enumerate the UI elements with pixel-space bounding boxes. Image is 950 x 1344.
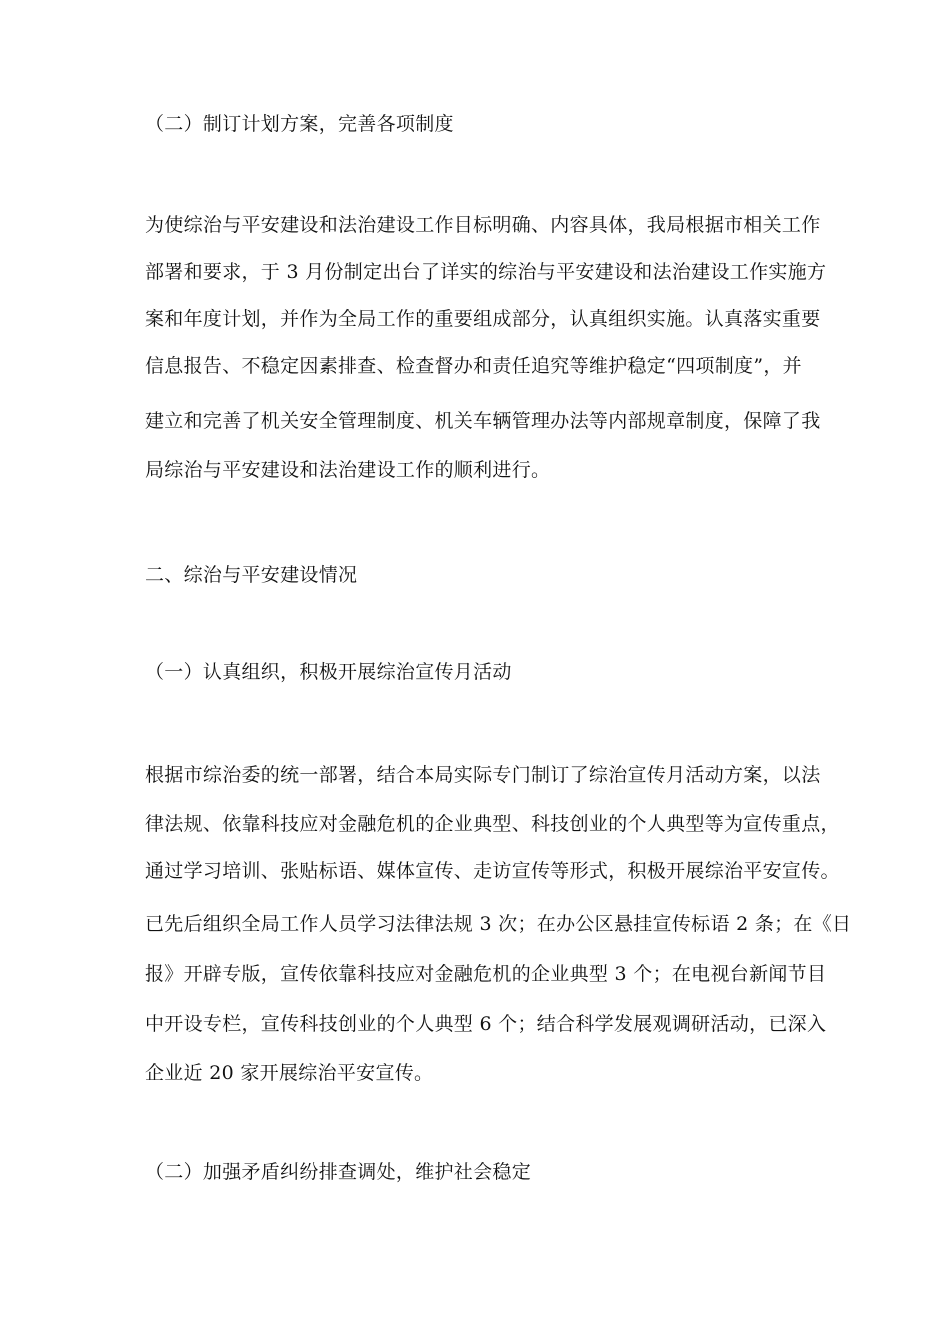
- paragraph-line: 中开设专栏，宣传科技创业的个人典型 6 个；结合科学发展观调研活动，已深入: [145, 1013, 827, 1035]
- paragraph-line: 部署和要求，于 3 月份制定出台了详实的综治与平安建设和法治建设工作实施方: [145, 261, 827, 283]
- paragraph-line: 已先后组织全局工作人员学习法律法规 3 次；在办公区悬挂宣传标语 2 条；在《日: [145, 913, 852, 935]
- paragraph-line: 根据市综治委的统一部署，结合本局实际专门制订了综治宣传月活动方案，以法: [145, 764, 821, 786]
- subsection-heading-campaign: （一）认真组织，积极开展综治宣传月活动: [145, 661, 512, 683]
- paragraph-line: 通过学习培训、张贴标语、媒体宣传、走访宣传等形式，积极开展综治平安宣传。: [145, 860, 840, 882]
- paragraph-line: 为使综治与平安建设和法治建设工作目标明确、内容具体，我局根据市相关工作: [145, 214, 821, 236]
- subsection-heading-plans: （二）制订计划方案，完善各项制度: [145, 113, 454, 135]
- paragraph-line: 企业近 20 家开展综治平安宣传。: [145, 1062, 434, 1084]
- paragraph-line: 建立和完善了机关安全管理制度、机关车辆管理办法等内部规章制度，保障了我: [145, 410, 821, 432]
- paragraph-line: 局综治与平安建设和法治建设工作的顺利进行。: [145, 459, 551, 481]
- paragraph-line: 案和年度计划，并作为全局工作的重要组成部分，认真组织实施。认真落实重要: [145, 308, 821, 330]
- subsection-heading-disputes: （二）加强矛盾纠纷排查调处，维护社会稳定: [145, 1161, 532, 1183]
- paragraph-line: 律法规、依靠科技应对金融危机的企业典型、科技创业的个人典型等为宣传重点，: [145, 813, 840, 835]
- section-heading: 二、综治与平安建设情况: [145, 564, 358, 586]
- paragraph-line: 信息报告、不稳定因素排查、检查督办和责任追究等维护稳定“四项制度”，并: [145, 355, 802, 377]
- paragraph-line: 报》开辟专版，宣传依靠科技应对金融危机的企业典型 3 个；在电视台新闻节目: [145, 963, 827, 985]
